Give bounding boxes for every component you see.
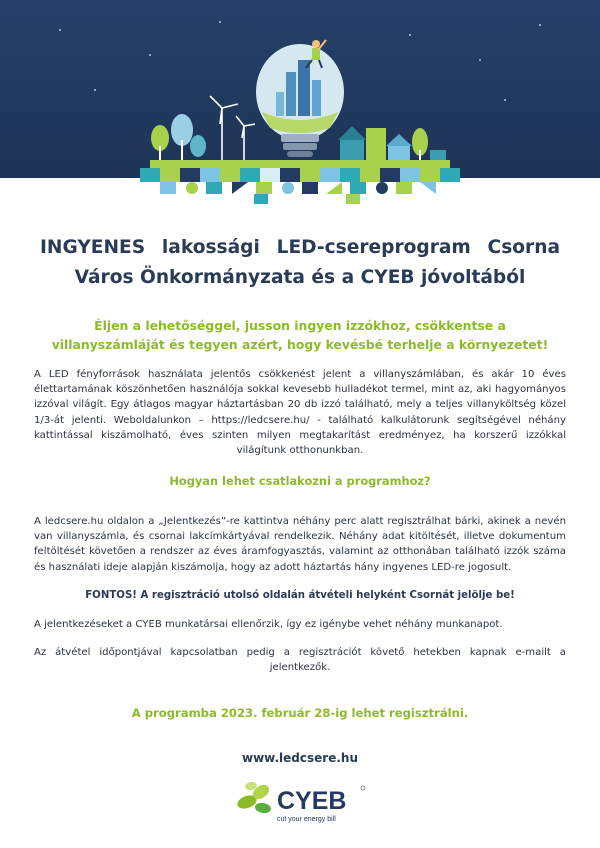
paragraph-pickup: Az átvétel időpontjával kapcsolatban pedig a regisztrációt követő hetekben kapnak e-mailt a jelentkezők. (34, 647, 566, 674)
svg-text:CYEB: CYEB (277, 787, 347, 815)
pattern-strip (140, 160, 460, 204)
leaf-icon (236, 781, 272, 814)
website-link[interactable]: www.ledcsere.hu (242, 751, 358, 765)
paragraph-registration: A ledcsere.hu oldalon a „Jelentkezés”-re kattintva néhány perc alatt regisztrálhat bárki, akinek a nevén van villanyszámla, és csornai lakcímkártyával rendelkezik. Néhány adat kitöltését, illetve dokumentum feltöltését követően a rendszer az éves áramfogyasztás, valamint az otthonában található izzók száma és használati ideje alapján kiszámolja, hogy az adott háztartás hány ingyenes LED-re jogosult. (34, 516, 566, 573)
hero-illustration (0, 0, 600, 215)
deadline-text: A programba 2023. február 28-ig lehet regisztrálni. (131, 706, 469, 720)
important-note: FONTOS! A regisztráció utolsó oldalán átvételi helyként Csornát jelölje be! (85, 590, 515, 601)
cyeb-logo (233, 772, 367, 830)
svg-text:cut your energy bill: cut your energy bill (277, 816, 336, 823)
page-title: INGYENES lakossági LED-csereprogram Csorna Város Önkormányzata és a CYEB jóvoltából (40, 237, 560, 288)
paragraph-intro: A LED fényforrások használata jelentős csökkenést jelent a villanyszámlában, és akár 10 éves élettartamának köszönhetően használója sokkal kevesebb hulladékot termel, mint az, aki hagyományos izzóval világít. Egy átlagos magyar háztartásban 20 db izzó található, mely a teljes villanyköltség közel 1/3-át jelenti. Weboldalunkon – https://ledcsere.hu/ - található kalkulátorunk segítségével néhány kattintással kiszámolható, éves szinten milyen megtakarítást eredményez, ha korszerű izzókkal világítunk otthonunkban. (34, 369, 566, 457)
paragraph-verification: A jelentkezéseket a CYEB munkatársai ellenőrzik, így ez igénybe vehet néhány munkanapot. (34, 619, 503, 630)
lead-text: Éljen a lehetőséggel, jusson ingyen izzókhoz, csökkentse a villanyszámláját és tegyen azért, hogy kevésbé terhelje a környezetet! (51, 318, 549, 352)
section-heading: Hogyan lehet csatlakozni a programhoz? (169, 474, 431, 488)
